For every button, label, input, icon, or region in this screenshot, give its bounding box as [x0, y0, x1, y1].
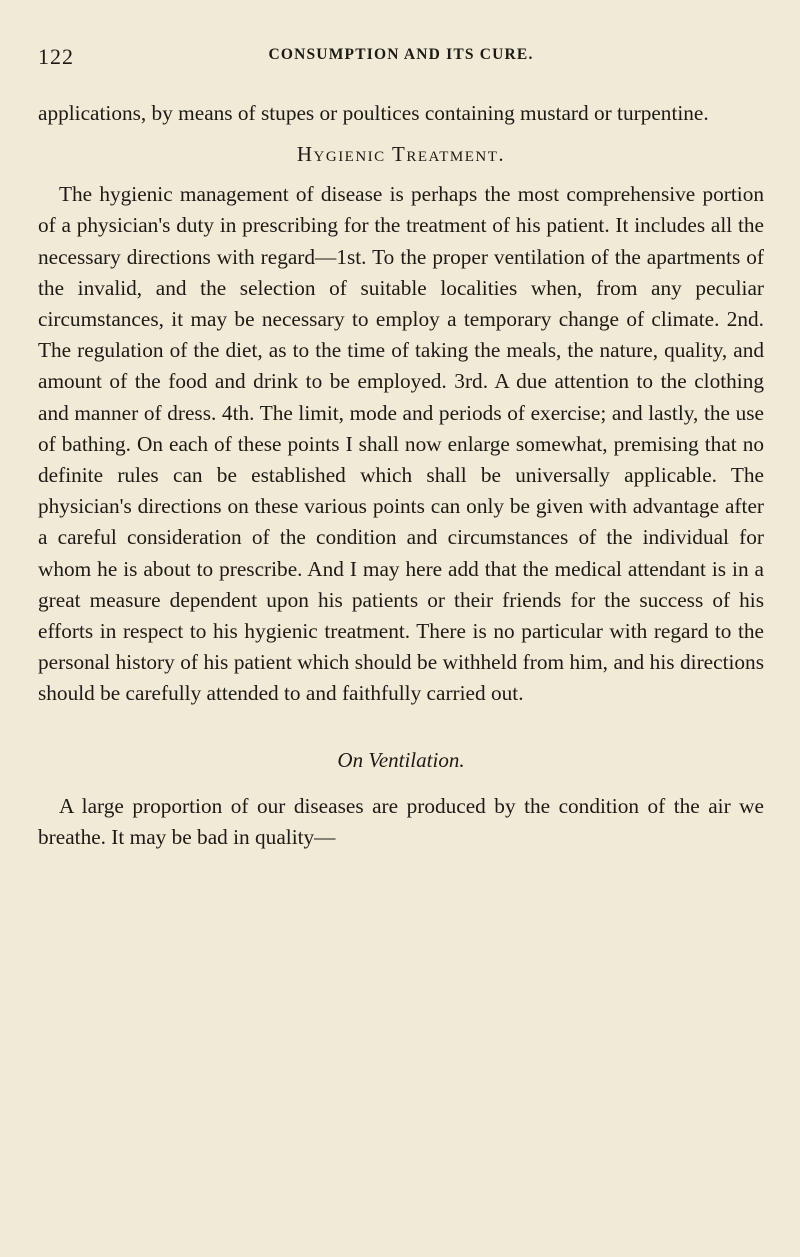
running-title: CONSUMPTION AND ITS CURE.	[268, 46, 534, 63]
paragraph-hygienic-management: The hygienic management of disease is perhaps the most comprehensive portion of a physician's duty in prescribing for the treatment of his patient. It includes all the necessary directions with regard—1st. To the proper ventilation of the apartments of the invalid, and the selection of suitable localities when, from any peculiar circumstances, it may be necessary to employ a temporary change of climate. 2nd. The regulation of the diet, as to the time of taking the meals, the nature, quality, and amount of the food and drink to be employed. 3rd. A due attention to the clothing and manner of dress. 4th. The limit, mode and periods of exercise; and lastly, the use of bathing. On each of these points I shall now enlarge somewhat, premising that no definite rules can be established which shall be universally applicable. The physician's directions on these various points can only be given with advantage after a careful consideration of the condition and circumstances of the individual for whom he is about to prescribe. And I may here add that the medical attendant is in a great measure dependent upon his patients or their friends for the success of his efforts in respect to his hygienic treatment. There is no particular with regard to the personal history of his patient which should be withheld from him, and his directions should be carefully attended to and faithfully carried out.	[38, 182, 764, 706]
body-text	[38, 98, 764, 853]
page-number: 122	[38, 44, 74, 69]
paragraph-continuation: applications, by means of stupes or poultices containing mustard or turpentine.	[38, 101, 709, 125]
subheading-on-ventilation: On Ventilation.	[337, 747, 465, 772]
section-heading-hygienic-treatment: Hygienic Treatment.	[296, 142, 506, 167]
running-head	[38, 38, 764, 72]
paragraph-ventilation: A large proportion of our diseases are produced by the condition of the air we breathe. It may be bad in quality—	[38, 793, 764, 849]
